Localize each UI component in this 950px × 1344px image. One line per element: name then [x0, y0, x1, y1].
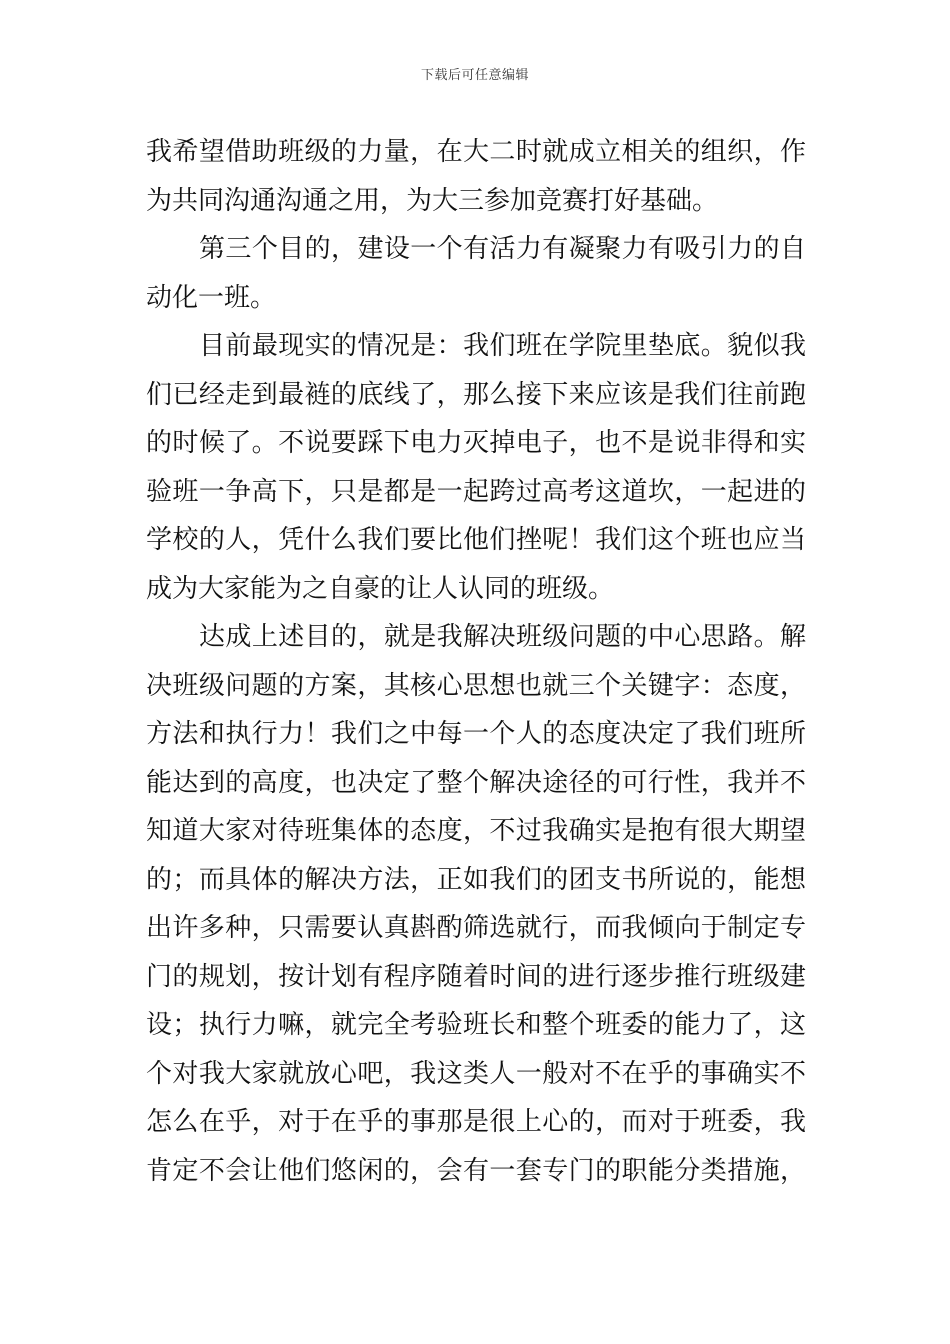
text-line: 设；执行力嘛，就完全考验班长和整个班委的能力了，这 [146, 1010, 806, 1040]
text-line: 们已经走到最裢的底线了，那么接下来应该是我们往前跑 [146, 379, 806, 410]
text-line: 我希望借助班级的力量，在大二时就成立相关的组织，作 [146, 137, 806, 167]
paragraph-start-line: 达成上述目的，就是我解决班级问题的中心思路。解 [199, 622, 806, 652]
text-line: 能达到的高度，也决定了整个解决途径的可行性，我并不 [146, 767, 806, 798]
text-line: 动化一班。 [146, 282, 277, 313]
text-line: 知道大家对待班集体的态度，不过我确实是抱有很大期望 [146, 816, 806, 846]
text-line: 出许多种，只需要认真斟酌筛选就行，而我倾向于制定专 [146, 913, 806, 943]
text-line: 怎么在乎，对于在乎的事那是很上心的，而对于班委，我 [146, 1107, 806, 1137]
page-header: 下载后可任意编辑 [420, 68, 529, 83]
paragraph-start-line: 第三个目的，建设一个有活力有凝聚力有吸引力的自 [199, 234, 806, 264]
text-line: 个对我大家就放心吧，我这类人一般对不在乎的事确实不 [146, 1058, 806, 1089]
text-line: 方法和执行力！我们之中每一个人的态度决定了我们班所 [146, 719, 806, 749]
text-line: 为共同沟通沟通之用，为大三参加竞赛打好基础。 [146, 185, 719, 216]
text-line: 的；而具体的解决方法，正如我们的团支书所说的，能想 [146, 864, 806, 895]
text-line: 的时候了。不说要踩下电力灭掉电子，也不是说非得和实 [146, 428, 806, 458]
paragraph-start-line: 目前最现实的情况是：我们班在学院里垫底。貌似我 [199, 331, 806, 361]
text-line: 肯定不会让他们悠闲的，会有一套专门的职能分类措施， [146, 1155, 806, 1186]
body-text [146, 128, 806, 1195]
text-line: 成为大家能为之自豪的让人认同的班级。 [146, 573, 615, 604]
text-line: 学校的人，凭什么我们要比他们挫呢！我们这个班也应当 [146, 525, 806, 555]
text-line: 验班一争高下，只是都是一起跨过高考这道坎，一起进的 [146, 476, 806, 507]
text-line: 决班级问题的方案，其核心思想也就三个关键字：态度， [146, 670, 806, 701]
text-line: 门的规划，按计划有程序随着时间的进行逐步推行班级建 [146, 961, 806, 992]
